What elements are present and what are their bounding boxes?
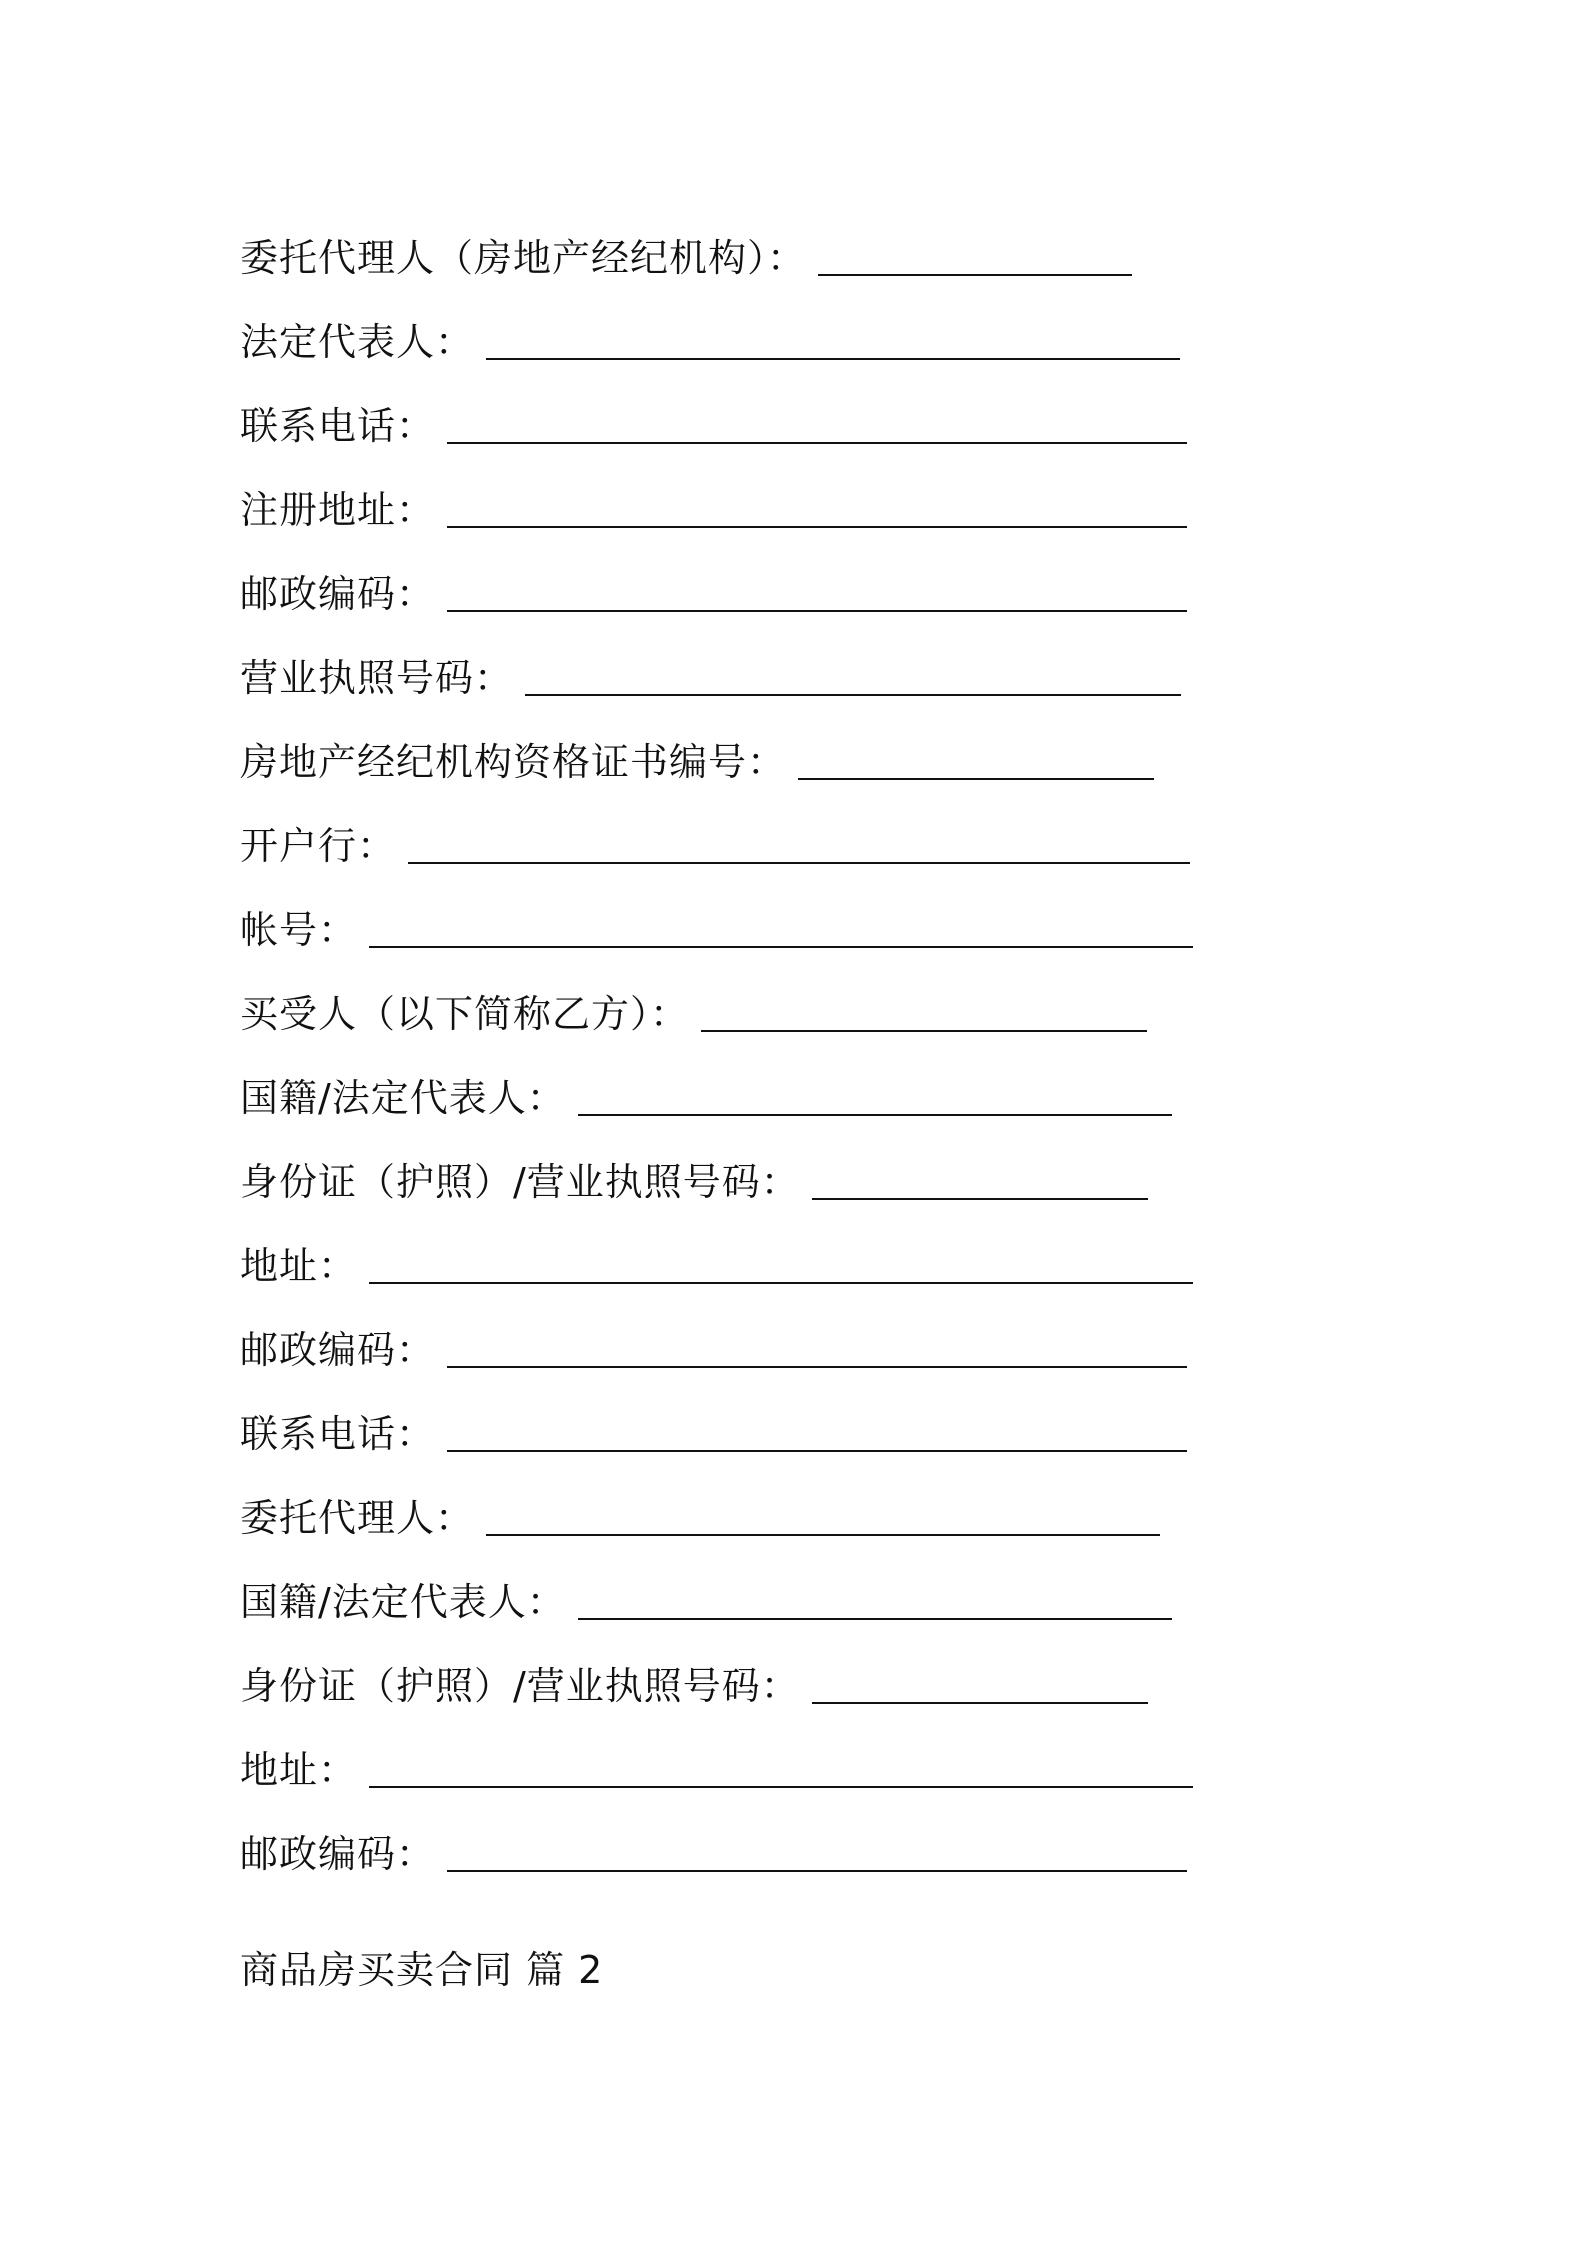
fill-in-blank[interactable] [447, 1366, 1187, 1368]
form-line-phone [240, 364, 1240, 448]
field-label: 身份证（护照）/营业执照号码： [240, 1160, 800, 1204]
section-heading: 商品房买卖合同 篇 2 [240, 1948, 604, 1992]
fill-in-blank[interactable] [812, 1198, 1148, 1200]
field-label: 买受人（以下简称乙方）： [240, 992, 690, 1036]
field-label: 委托代理人（房地产经纪机构）： [240, 236, 807, 280]
fill-in-blank[interactable] [812, 1702, 1148, 1704]
field-label: 国籍/法定代表人： [240, 1076, 566, 1120]
form-line-postal-code [240, 1792, 1240, 1876]
fill-in-blank[interactable] [447, 526, 1187, 528]
form-line-registered-address [240, 448, 1240, 532]
form-line-agent [240, 1456, 1240, 1540]
form-line-id-number [240, 1624, 1240, 1708]
form-line-nationality-representative [240, 1036, 1240, 1120]
field-label: 地址： [240, 1748, 358, 1792]
field-label: 开户行： [240, 824, 397, 868]
field-label: 邮政编码： [240, 1832, 436, 1876]
field-label: 委托代理人： [240, 1496, 475, 1540]
form-line-agent-agency [240, 196, 1240, 280]
field-label: 邮政编码： [240, 1328, 436, 1372]
form-line-postal-code [240, 1288, 1240, 1372]
fill-in-blank[interactable] [369, 1282, 1193, 1284]
form-line-id-number [240, 1120, 1240, 1204]
fill-in-blank[interactable] [486, 358, 1180, 360]
field-label: 联系电话： [240, 404, 436, 448]
field-label: 营业执照号码： [240, 656, 514, 700]
form-line-postal-code [240, 532, 1240, 616]
form-line-nationality-representative [240, 1540, 1240, 1624]
field-label: 房地产经纪机构资格证书编号： [240, 740, 787, 784]
field-label: 地址： [240, 1244, 358, 1288]
fill-in-blank[interactable] [447, 610, 1187, 612]
field-label: 法定代表人： [240, 320, 475, 364]
fill-in-blank[interactable] [798, 778, 1154, 780]
form-line-address [240, 1708, 1240, 1792]
form-line-legal-representative [240, 280, 1240, 364]
field-label: 身份证（护照）/营业执照号码： [240, 1664, 800, 1708]
fill-in-blank[interactable] [369, 946, 1193, 948]
form-line-account [240, 868, 1240, 952]
form-line-business-license [240, 616, 1240, 700]
fill-in-blank[interactable] [486, 1534, 1160, 1536]
field-label: 注册地址： [240, 488, 436, 532]
fill-in-blank[interactable] [408, 862, 1190, 864]
form-line-address [240, 1204, 1240, 1288]
field-label: 国籍/法定代表人： [240, 1580, 566, 1624]
fill-in-blank[interactable] [701, 1030, 1147, 1032]
fill-in-blank[interactable] [818, 274, 1132, 276]
form-line-bank [240, 784, 1240, 868]
fill-in-blank[interactable] [525, 694, 1181, 696]
fill-in-blank[interactable] [447, 1450, 1187, 1452]
party-info-form [240, 196, 1240, 1876]
form-line-agency-certificate [240, 700, 1240, 784]
field-label: 帐号： [240, 908, 358, 952]
fill-in-blank[interactable] [369, 1786, 1193, 1788]
field-label: 联系电话： [240, 1412, 436, 1456]
fill-in-blank[interactable] [578, 1114, 1172, 1116]
form-line-phone [240, 1372, 1240, 1456]
form-line-buyer [240, 952, 1240, 1036]
field-label: 邮政编码： [240, 572, 436, 616]
fill-in-blank[interactable] [578, 1618, 1172, 1620]
fill-in-blank[interactable] [447, 1870, 1187, 1872]
fill-in-blank[interactable] [447, 442, 1187, 444]
